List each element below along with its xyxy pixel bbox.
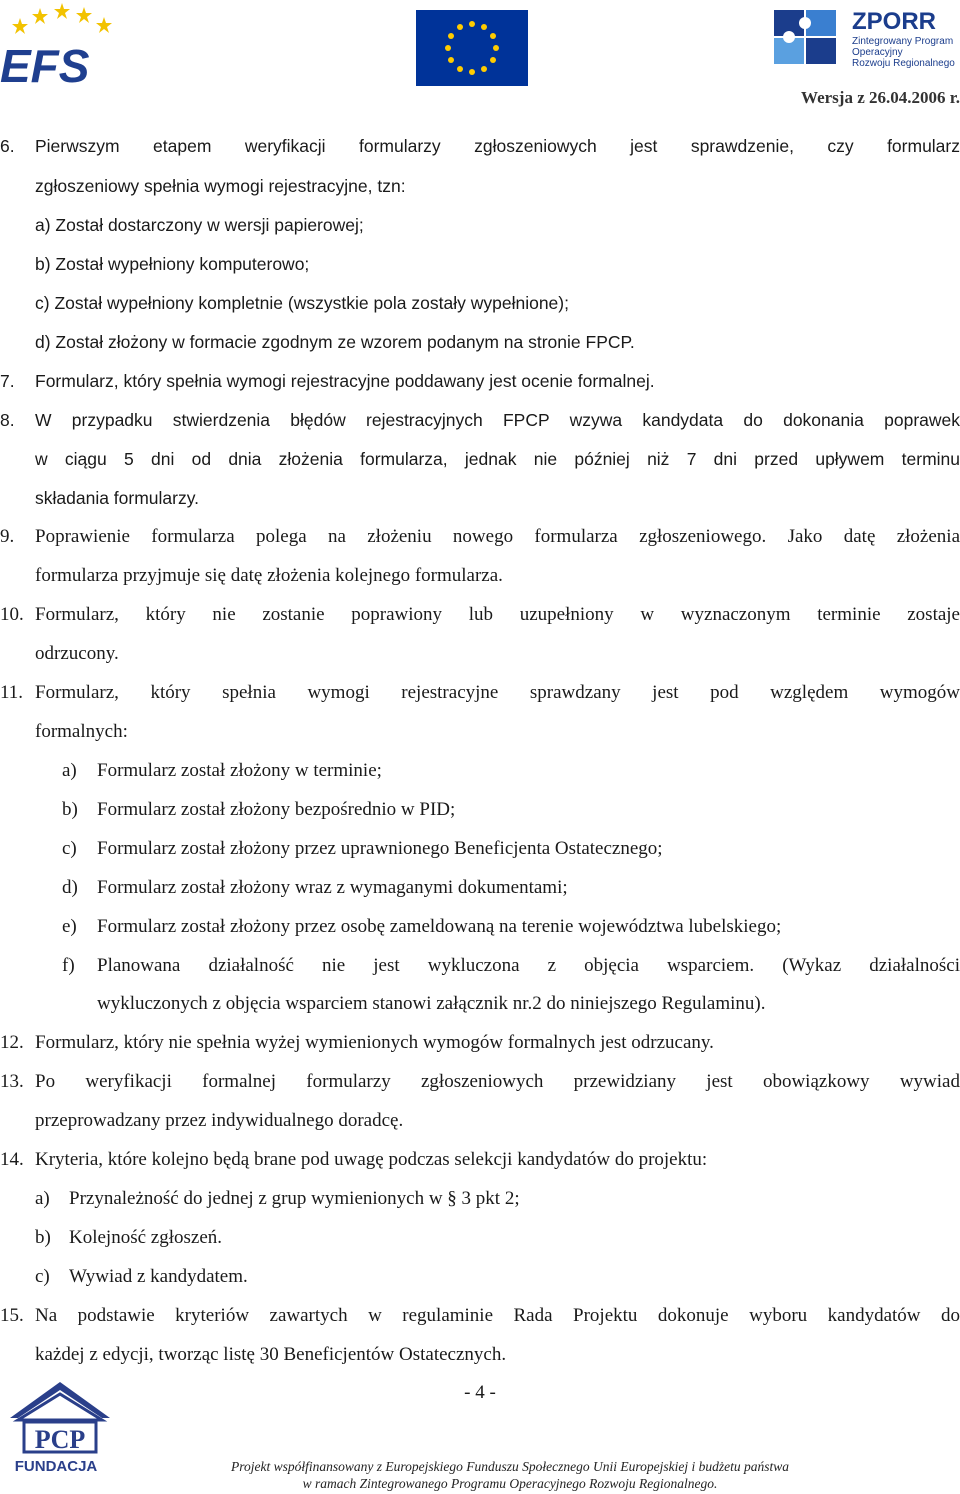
- item-6-line-2: zgłoszeniowy spełnia wymogi rejestracyjne, tzn:: [35, 176, 406, 196]
- item-14-sub-b-label: b): [35, 1227, 51, 1248]
- item-14-sub-a-label: a): [35, 1188, 50, 1209]
- item-15-line-2: każdej z edycji, tworząc listę 30 Beneficjentów Ostatecznych.: [35, 1344, 507, 1365]
- item-9-line-2: formularza przyjmuje się datę złożenia kolejnego formularza.: [35, 565, 503, 586]
- item-11-sub-d: Formularz został złożony wraz z wymaganymi dokumentami;: [97, 877, 568, 898]
- item-14-sub-a: Przynależność do jednej z grup wymienionych w § 3 pkt 2;: [69, 1188, 520, 1209]
- item-6-sub-c: c) Został wypełniony kompletnie (wszystkie pola zostały wypełnione);: [35, 293, 569, 313]
- svg-text:EFS: EFS: [0, 40, 90, 90]
- item-9-number: 9.: [0, 526, 15, 547]
- item-6-number: 6.: [0, 136, 15, 156]
- item-13-line-2: przeprowadzany przez indywidualnego doradcę.: [35, 1110, 404, 1131]
- item-8-line-1: W przypadku stwierdzenia błędów rejestracyjnych FPCP wzywa kandydata do dokonania poprawek: [35, 410, 960, 430]
- footer-line-2: w ramach Zintegrowanego Programu Operacyjnego Rozwoju Regionalnego.: [302, 1476, 718, 1491]
- item-11-sub-b-label: b): [62, 799, 78, 820]
- item-11-sub-f-line-1: Planowana działalność nie jest wykluczona z objęcia wsparciem. (Wykaz działalności: [97, 955, 960, 976]
- zporr-subtitle-3: Rozwoju Regionalnego: [852, 58, 955, 69]
- efs-logo: [0, 0, 135, 90]
- item-6-sub-a: a) Został dostarczony w wersji papierowej;: [35, 215, 364, 235]
- item-7-number: 7.: [0, 371, 15, 391]
- item-8-line-2: w ciągu 5 dni od dnia złożenia formularza, jednak nie później niż 7 dni przed upływem terminu: [35, 449, 960, 469]
- item-6-sub-b: b) Został wypełniony komputerowo;: [35, 254, 310, 274]
- item-12-number: 12.: [0, 1032, 24, 1053]
- item-11-sub-f-line-2: wykluczonych z objęcia wsparciem stanowi załącznik nr.2 do niniejszego Regulaminu).: [97, 993, 766, 1014]
- eu-flag-logo: [416, 10, 528, 86]
- item-11-sub-c: Formularz został złożony przez uprawnionego Beneficjenta Ostatecznego;: [97, 838, 663, 859]
- item-12-line-1: Formularz, który nie spełnia wyżej wymienionych wymogów formalnych jest odrzucany.: [35, 1032, 714, 1053]
- item-14-sub-c-label: c): [35, 1266, 50, 1287]
- item-11-sub-a: Formularz został złożony w terminie;: [97, 760, 382, 781]
- svg-text:PCP: PCP: [34, 1425, 86, 1454]
- item-11-sub-e-label: e): [62, 916, 77, 937]
- item-11-number: 11.: [0, 682, 24, 703]
- item-11-sub-c-label: c): [62, 838, 77, 859]
- item-14-number: 14.: [0, 1149, 24, 1170]
- eu-flag-graphic: [416, 10, 528, 86]
- page-number: - 4 -: [464, 1382, 496, 1403]
- footer-line-1: Projekt współfinansowany z Europejskiego Funduszu Społecznego Unii Europejskiej i budżetu państwa: [231, 1459, 789, 1474]
- item-10-line-2: odrzucony.: [35, 643, 119, 664]
- item-15-line-1: Na podstawie kryteriów zawartych w regulaminie Rada Projektu dokonuje wyboru kandydatów do: [35, 1305, 960, 1326]
- item-11-line-1: Formularz, który spełnia wymogi rejestracyjne sprawdzany jest pod względem wymogów: [35, 682, 960, 703]
- zporr-title: ZPORR: [852, 8, 936, 35]
- zporr-logo: [770, 4, 960, 74]
- item-11-line-2: formalnych:: [35, 721, 128, 742]
- item-11-sub-a-label: a): [62, 760, 77, 781]
- item-8-number: 8.: [0, 410, 15, 430]
- document-version: Wersja z 26.04.2006 r.: [801, 88, 960, 107]
- item-8-line-3: składania formularzy.: [35, 488, 200, 508]
- item-15-number: 15.: [0, 1305, 24, 1326]
- zporr-subtitle-2: Operacyjny: [852, 47, 903, 58]
- item-11-sub-f-label: f): [62, 955, 75, 976]
- item-11-sub-b: Formularz został złożony bezpośrednio w PID;: [97, 799, 456, 820]
- item-10-line-1: Formularz, który nie zostanie poprawiony lub uzupełniony w wyznaczonym terminie zostaje: [35, 604, 960, 625]
- item-11-sub-e: Formularz został złożony przez osobę zameldowaną na terenie województwa lubelskiego;: [97, 916, 782, 937]
- item-7-line-1: Formularz, który spełnia wymogi rejestracyjne poddawany jest ocenie formalnej.: [35, 371, 655, 391]
- item-9-line-1: Poprawienie formularza polega na złożeniu nowego formularza zgłoszeniowego. Jako datę złożenia: [35, 526, 960, 547]
- item-14-sub-b: Kolejność zgłoszeń.: [69, 1227, 223, 1248]
- efs-logo-graphic: [0, 0, 135, 90]
- item-14-line-1: Kryteria, które kolejno będą brane pod uwagę podczas selekcji kandydatów do projektu:: [35, 1149, 708, 1170]
- pcp-house-icon: [4, 1378, 116, 1478]
- pcp-fundacja-logo: [4, 1378, 116, 1478]
- item-14-sub-c: Wywiad z kandydatem.: [69, 1266, 248, 1287]
- item-6-sub-d: d) Został złożony w formacie zgodnym ze wzorem podanym na stronie FPCP.: [35, 332, 635, 352]
- item-6-line-1: Pierwszym etapem weryfikacji formularzy zgłoszeniowych jest sprawdzenie, czy formularz: [35, 136, 960, 156]
- item-13-number: 13.: [0, 1071, 24, 1092]
- item-10-number: 10.: [0, 604, 24, 625]
- svg-text:FUNDACJA: FUNDACJA: [14, 1458, 98, 1475]
- zporr-subtitle-1: Zintegrowany Program: [852, 36, 954, 47]
- item-11-sub-d-label: d): [62, 877, 78, 898]
- item-13-line-1: Po weryfikacji formalnej formularzy zgłoszeniowych przewidziany jest obowiązkowy wywiad: [35, 1071, 960, 1092]
